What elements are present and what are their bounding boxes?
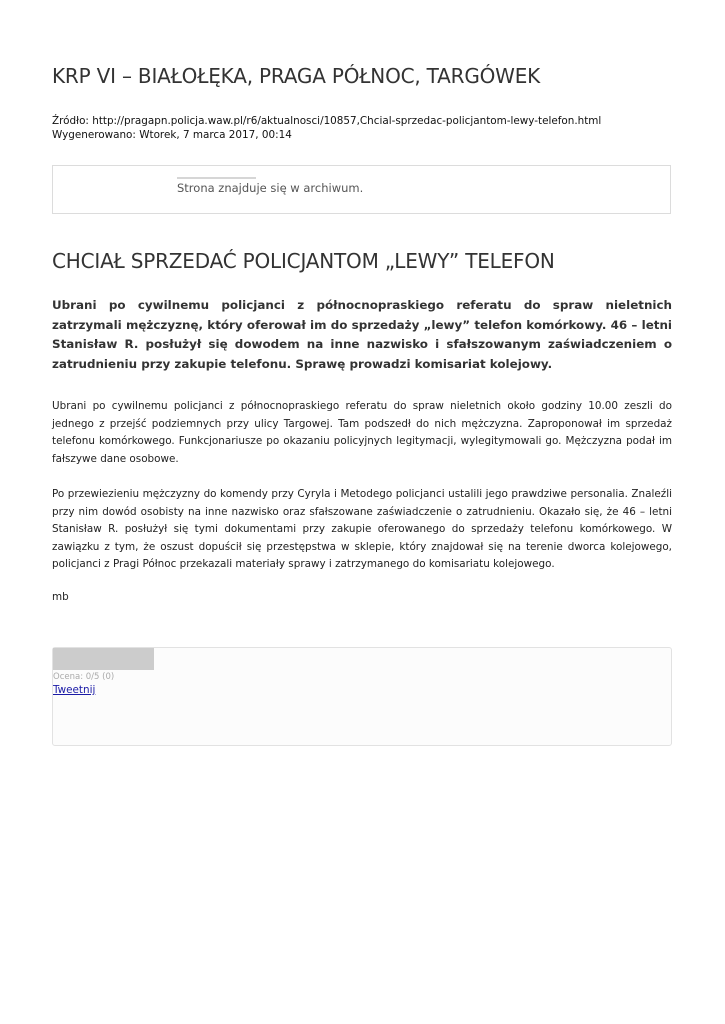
article-author: mb bbox=[52, 591, 69, 603]
site-title: KRP VI – BIAŁOŁĘKA, PRAGA PÓŁNOC, TARGÓWEK bbox=[52, 64, 541, 88]
article-lead: Ubrani po cywilnemu policjanci z północnopraskiego referatu do spraw nieletnich zatrzymali mężczyznę, który oferował im do sprzedaży „lewy” telefon komórkowy. 46 – letni Stanisław R. posłużył się dowodem na inne nazwisko i sfałszowanym zaświadczeniem o zatrudnieniu przy zakupie telefonu. Sprawę prowadzi komisariat kolejowy. bbox=[52, 298, 672, 371]
generated-date: Wygenerowano: Wtorek, 7 marca 2017, 00:14 bbox=[52, 129, 292, 141]
rating-box bbox=[52, 647, 672, 746]
archive-notice-text: Strona znajduje się w archiwum. bbox=[177, 181, 364, 195]
rating-stars-bar[interactable] bbox=[53, 648, 154, 670]
article-paragraph: Ubrani po cywilnemu policjanci z północnopraskiego referatu do spraw nieletnich około godziny 10.00 zeszli do jednego z przejść podziemnych przy ulicy Targowej. Tam podszedł do nich mężczyzna. Zaproponował im sprzedaż telefonu komórkowego. Funkcjonariusze po okazaniu policyjnych legitymacji, wylegitymowali go. Mężczyzna podał im fałszywe dane osobowe. bbox=[52, 400, 672, 465]
archive-notice-box bbox=[52, 165, 671, 214]
article-paragraph: Po przewiezieniu mężczyzny do komendy przy Cyryla i Metodego policjanci ustalili jego prawdziwe personalia. Znaleźli przy nim dowód osobisty na inne nazwisko oraz sfałszowane zaświadczenie o zatrudnieniu. Okazało się, że 46 – letni Stanisław R. posłużył się tymi dokumentami przy zakupie oferowanego do sprzedaży telefonu komórkowego. W zawiązku z tym, że oszust dopuścił się przestępstwa w sklepie, który znajdował się na terenie dworca kolejowego, policjanci z Pragi Północ przekazali materiały sprawy i zatrzymanego do komisariatu kolejowego. bbox=[52, 488, 672, 570]
archive-divider bbox=[177, 177, 256, 179]
tweet-link[interactable]: Tweetnij bbox=[53, 684, 96, 696]
document-meta bbox=[52, 114, 601, 142]
article-title: CHCIAŁ SPRZEDAĆ POLICJANTOM „LEWY” TELEFON bbox=[52, 249, 555, 273]
rating-text: Ocena: 0/5 (0) bbox=[53, 672, 115, 682]
source-url: Źródło: http://pragapn.policja.waw.pl/r6/aktualnosci/10857,Chcial-sprzedac-policjantom-lewy-telefon.html bbox=[52, 115, 602, 127]
